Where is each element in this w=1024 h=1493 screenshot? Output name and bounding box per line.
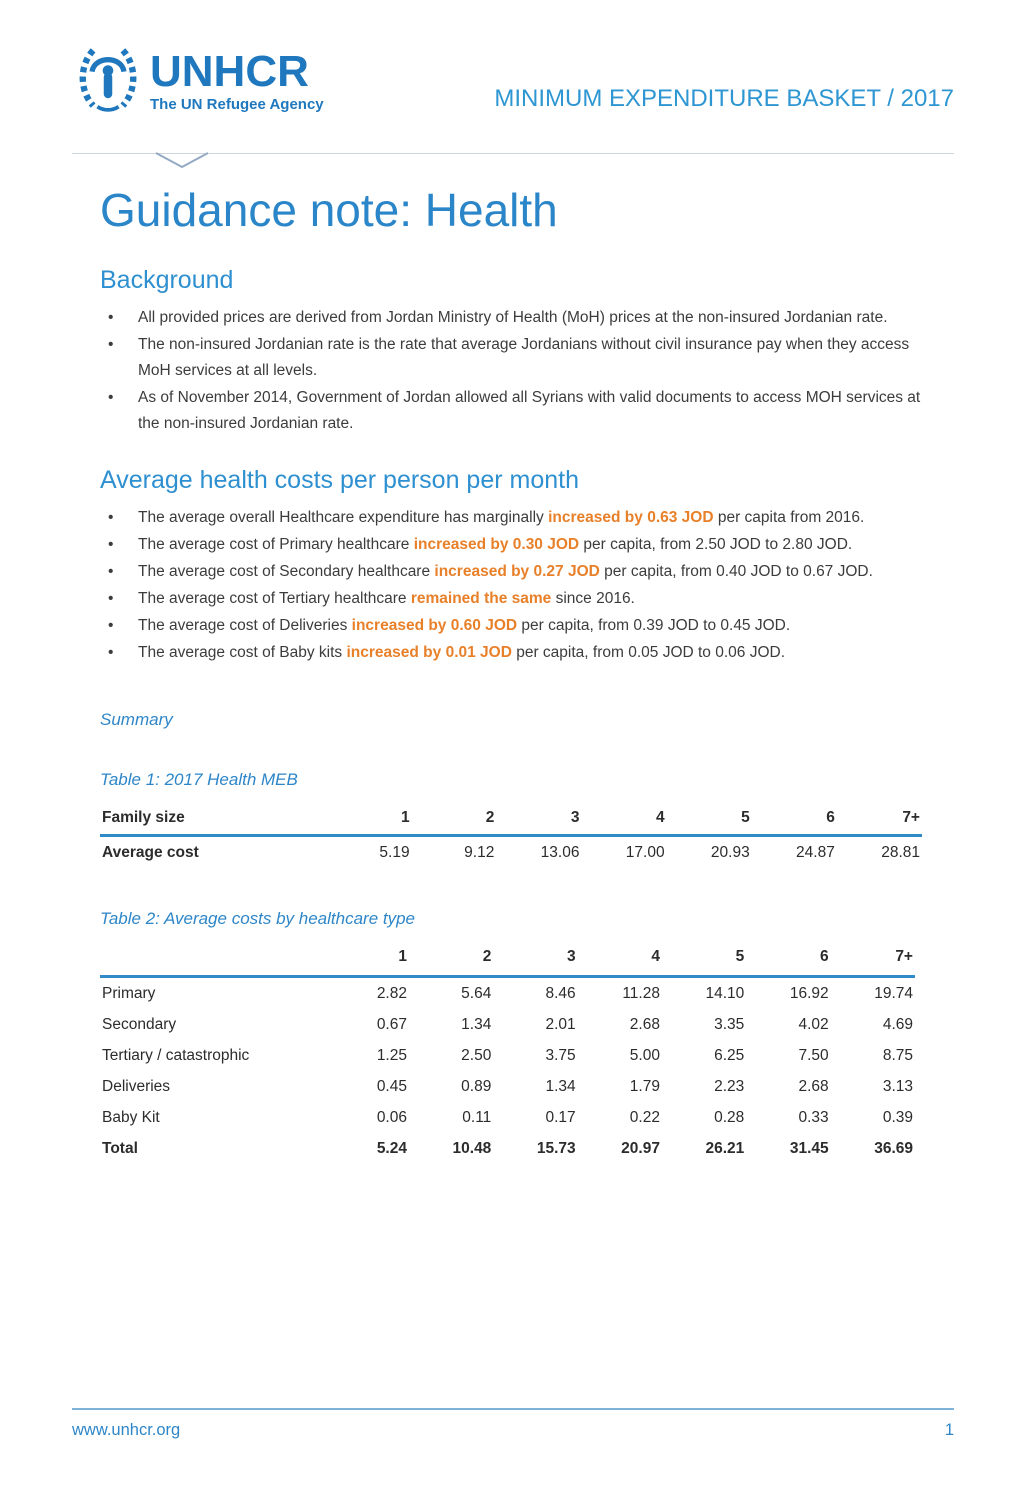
table-cell: 5.64 — [461, 984, 492, 1002]
table-cell: 0.89 — [461, 1077, 492, 1095]
costs-heading: Average health costs per person per month — [100, 466, 579, 495]
bullet-text: As of November 2014, Government of Jordan allowed all Syrians with valid documents to access MOH services at the non-insured Jordanian rate. — [138, 388, 921, 433]
bullet-text: The average cost of Primary healthcare — [138, 536, 414, 554]
column-header: 5 — [667, 802, 752, 836]
column-header: 6 — [752, 802, 837, 836]
bullet-text: The average overall Healthcare expenditure has marginally — [138, 509, 549, 527]
row-label: Deliveries — [102, 1077, 171, 1095]
bullet-text: The average cost of Secondary healthcare — [138, 563, 435, 581]
table-cell: 5.19 — [379, 844, 410, 862]
table-cell: 24.87 — [796, 844, 835, 862]
row-label: Primary — [102, 984, 156, 1002]
table-cell: 1.34 — [545, 1077, 576, 1095]
bullet-text: per capita, from 2.50 JOD to 2.80 JOD. — [579, 536, 853, 554]
table-cell: 19.74 — [874, 984, 913, 1002]
table-cell: 5.00 — [629, 1046, 660, 1064]
unhcr-logo — [74, 44, 324, 117]
table-cell: 2.01 — [545, 1015, 576, 1033]
unhcr-emblem-icon — [74, 44, 142, 117]
bullet-item — [100, 559, 925, 585]
table-cell: 2.82 — [376, 984, 407, 1002]
bullet-item — [100, 332, 925, 384]
table-cell: 36.69 — [874, 1139, 913, 1157]
table-header-row — [100, 802, 922, 836]
bullet-item — [100, 385, 925, 437]
table-cell: 16.92 — [789, 984, 829, 1002]
table-cell: 7.50 — [798, 1046, 829, 1064]
table-cell: 3.75 — [545, 1046, 576, 1064]
page-footer — [72, 1408, 954, 1440]
table-row — [100, 1040, 915, 1071]
highlighted-change: increased by 0.30 JOD — [413, 536, 580, 554]
bullet-item — [100, 640, 925, 666]
column-header: 7+ — [837, 802, 922, 836]
column-header: 2 — [412, 802, 497, 836]
logo-wordmark: UNHCR — [150, 46, 309, 96]
table-row — [100, 1071, 915, 1102]
bullet-text: per capita, from 0.40 JOD to 0.67 JOD. — [599, 563, 873, 581]
table-cell: 8.75 — [882, 1046, 913, 1064]
table-cell: 31.45 — [789, 1139, 829, 1157]
table-cell: 0.11 — [462, 1108, 492, 1126]
table-cell: 0.17 — [545, 1108, 576, 1126]
column-header: 2 — [409, 941, 493, 977]
table-row — [100, 977, 915, 1010]
bullet-item — [100, 613, 925, 639]
highlighted-change: increased by 0.63 JOD — [548, 509, 714, 527]
table1-caption: Table 1: 2017 Health MEB — [100, 770, 298, 790]
table-cell: 2.68 — [798, 1077, 829, 1095]
doc-title: MINIMUM EXPENDITURE BASKET / 2017 — [494, 85, 954, 112]
table-cell: 5.24 — [376, 1139, 407, 1157]
page-number: 1 — [944, 1421, 954, 1439]
bullet-item — [100, 532, 925, 558]
row-label: Baby Kit — [102, 1108, 160, 1126]
table-cell: 17.00 — [625, 844, 665, 862]
highlighted-change: increased by 0.01 JOD — [346, 644, 512, 662]
column-header: 6 — [746, 941, 830, 977]
table-cell: 4.69 — [882, 1015, 913, 1033]
column-header: 7+ — [831, 941, 915, 977]
table-cell: 2.50 — [461, 1046, 492, 1064]
bullet-text: since 2016. — [551, 590, 635, 608]
health-meb-table — [100, 802, 922, 869]
table-cell: 20.93 — [710, 844, 750, 862]
column-header — [100, 941, 325, 977]
background-section — [100, 265, 925, 437]
bullet-text: per capita from 2016. — [713, 509, 865, 527]
row-label: Average cost — [102, 844, 199, 862]
table-cell: 3.35 — [714, 1015, 745, 1033]
bullet-item — [100, 505, 925, 531]
table-cell: 3.13 — [882, 1077, 913, 1095]
page-header — [74, 44, 954, 117]
column-header: 4 — [581, 802, 666, 836]
column-header: 3 — [496, 802, 581, 836]
bullet-text: All provided prices are derived from Jordan Ministry of Health (MoH) prices at the non-insured Jordanian rate. — [138, 308, 888, 326]
column-header: 1 — [325, 941, 409, 977]
highlighted-change: remained the same — [410, 590, 552, 608]
highlighted-change: increased by 0.60 JOD — [351, 617, 518, 635]
table-cell: 6.25 — [714, 1046, 745, 1064]
row-label: Tertiary / catastrophic — [102, 1046, 250, 1064]
table-cell: 2.68 — [629, 1015, 660, 1033]
header-rule — [72, 153, 954, 176]
table-cell: 10.48 — [452, 1139, 492, 1157]
column-header: 4 — [578, 941, 662, 977]
footer-url[interactable]: www.unhcr.org — [72, 1421, 181, 1439]
column-header: 3 — [493, 941, 577, 977]
table-cell: 8.46 — [545, 984, 576, 1002]
row-label: Secondary — [102, 1015, 177, 1033]
costs-bullet-list — [100, 505, 925, 666]
table-cell: 13.06 — [540, 844, 580, 862]
bullet-text: The average cost of Tertiary healthcare — [138, 590, 411, 608]
summary-label: Summary — [100, 710, 173, 730]
bullet-item — [100, 305, 925, 331]
table-cell: 4.02 — [798, 1015, 829, 1033]
column-header: 5 — [662, 941, 746, 977]
table2-caption: Table 2: Average costs by healthcare type — [100, 909, 416, 929]
chevron-down-icon — [154, 152, 210, 175]
row-label: Total — [102, 1139, 138, 1157]
bullet-text: per capita, from 0.39 JOD to 0.45 JOD. — [517, 617, 791, 635]
table-cell: 15.73 — [536, 1139, 576, 1157]
logo-tagline: The UN Refugee Agency — [150, 95, 324, 113]
table-row — [100, 1009, 915, 1040]
table-cell: 20.97 — [621, 1139, 660, 1157]
table-cell: 1.79 — [629, 1077, 660, 1095]
table-cell: 14.10 — [705, 984, 745, 1002]
background-heading: Background — [100, 265, 234, 294]
table-cell: 0.39 — [882, 1108, 913, 1126]
table-total-row — [100, 1133, 915, 1164]
table-cell: 0.33 — [798, 1108, 829, 1126]
bullet-text: The non-insured Jordanian rate is the rate that average Jordanians without civil insurance pay when they access MoH services at all levels. — [138, 335, 910, 379]
table-cell: 11.28 — [622, 984, 660, 1002]
table-row — [100, 1102, 915, 1133]
table-cell: 2.23 — [714, 1077, 745, 1095]
table-row — [100, 836, 922, 870]
table-cell: 9.12 — [464, 844, 495, 862]
table-cell: 0.45 — [376, 1077, 407, 1095]
costs-section — [100, 465, 925, 666]
costs-by-type-table — [100, 941, 915, 1164]
table-cell: 28.81 — [881, 844, 920, 862]
bullet-text: The average cost of Deliveries — [138, 617, 352, 635]
background-bullet-list — [100, 305, 925, 437]
table-cell: 1.25 — [376, 1046, 407, 1064]
highlighted-change: increased by 0.27 JOD — [434, 563, 600, 581]
table-cell: 0.06 — [376, 1108, 407, 1126]
table-cell: 0.28 — [714, 1108, 745, 1126]
table-cell: 0.67 — [376, 1015, 407, 1033]
bullet-text: The average cost of Baby kits — [138, 644, 347, 662]
column-header: Family size — [100, 802, 327, 836]
table-cell: 1.34 — [461, 1015, 492, 1033]
column-header: 1 — [327, 802, 412, 836]
page-title: Guidance note: Health — [100, 184, 558, 236]
bullet-text: per capita, from 0.05 JOD to 0.06 JOD. — [511, 644, 786, 662]
bullet-item — [100, 586, 925, 612]
document-body — [100, 184, 925, 1164]
table-cell: 0.22 — [629, 1108, 660, 1126]
table-cell: 26.21 — [705, 1139, 745, 1157]
table-header-row — [100, 941, 915, 977]
